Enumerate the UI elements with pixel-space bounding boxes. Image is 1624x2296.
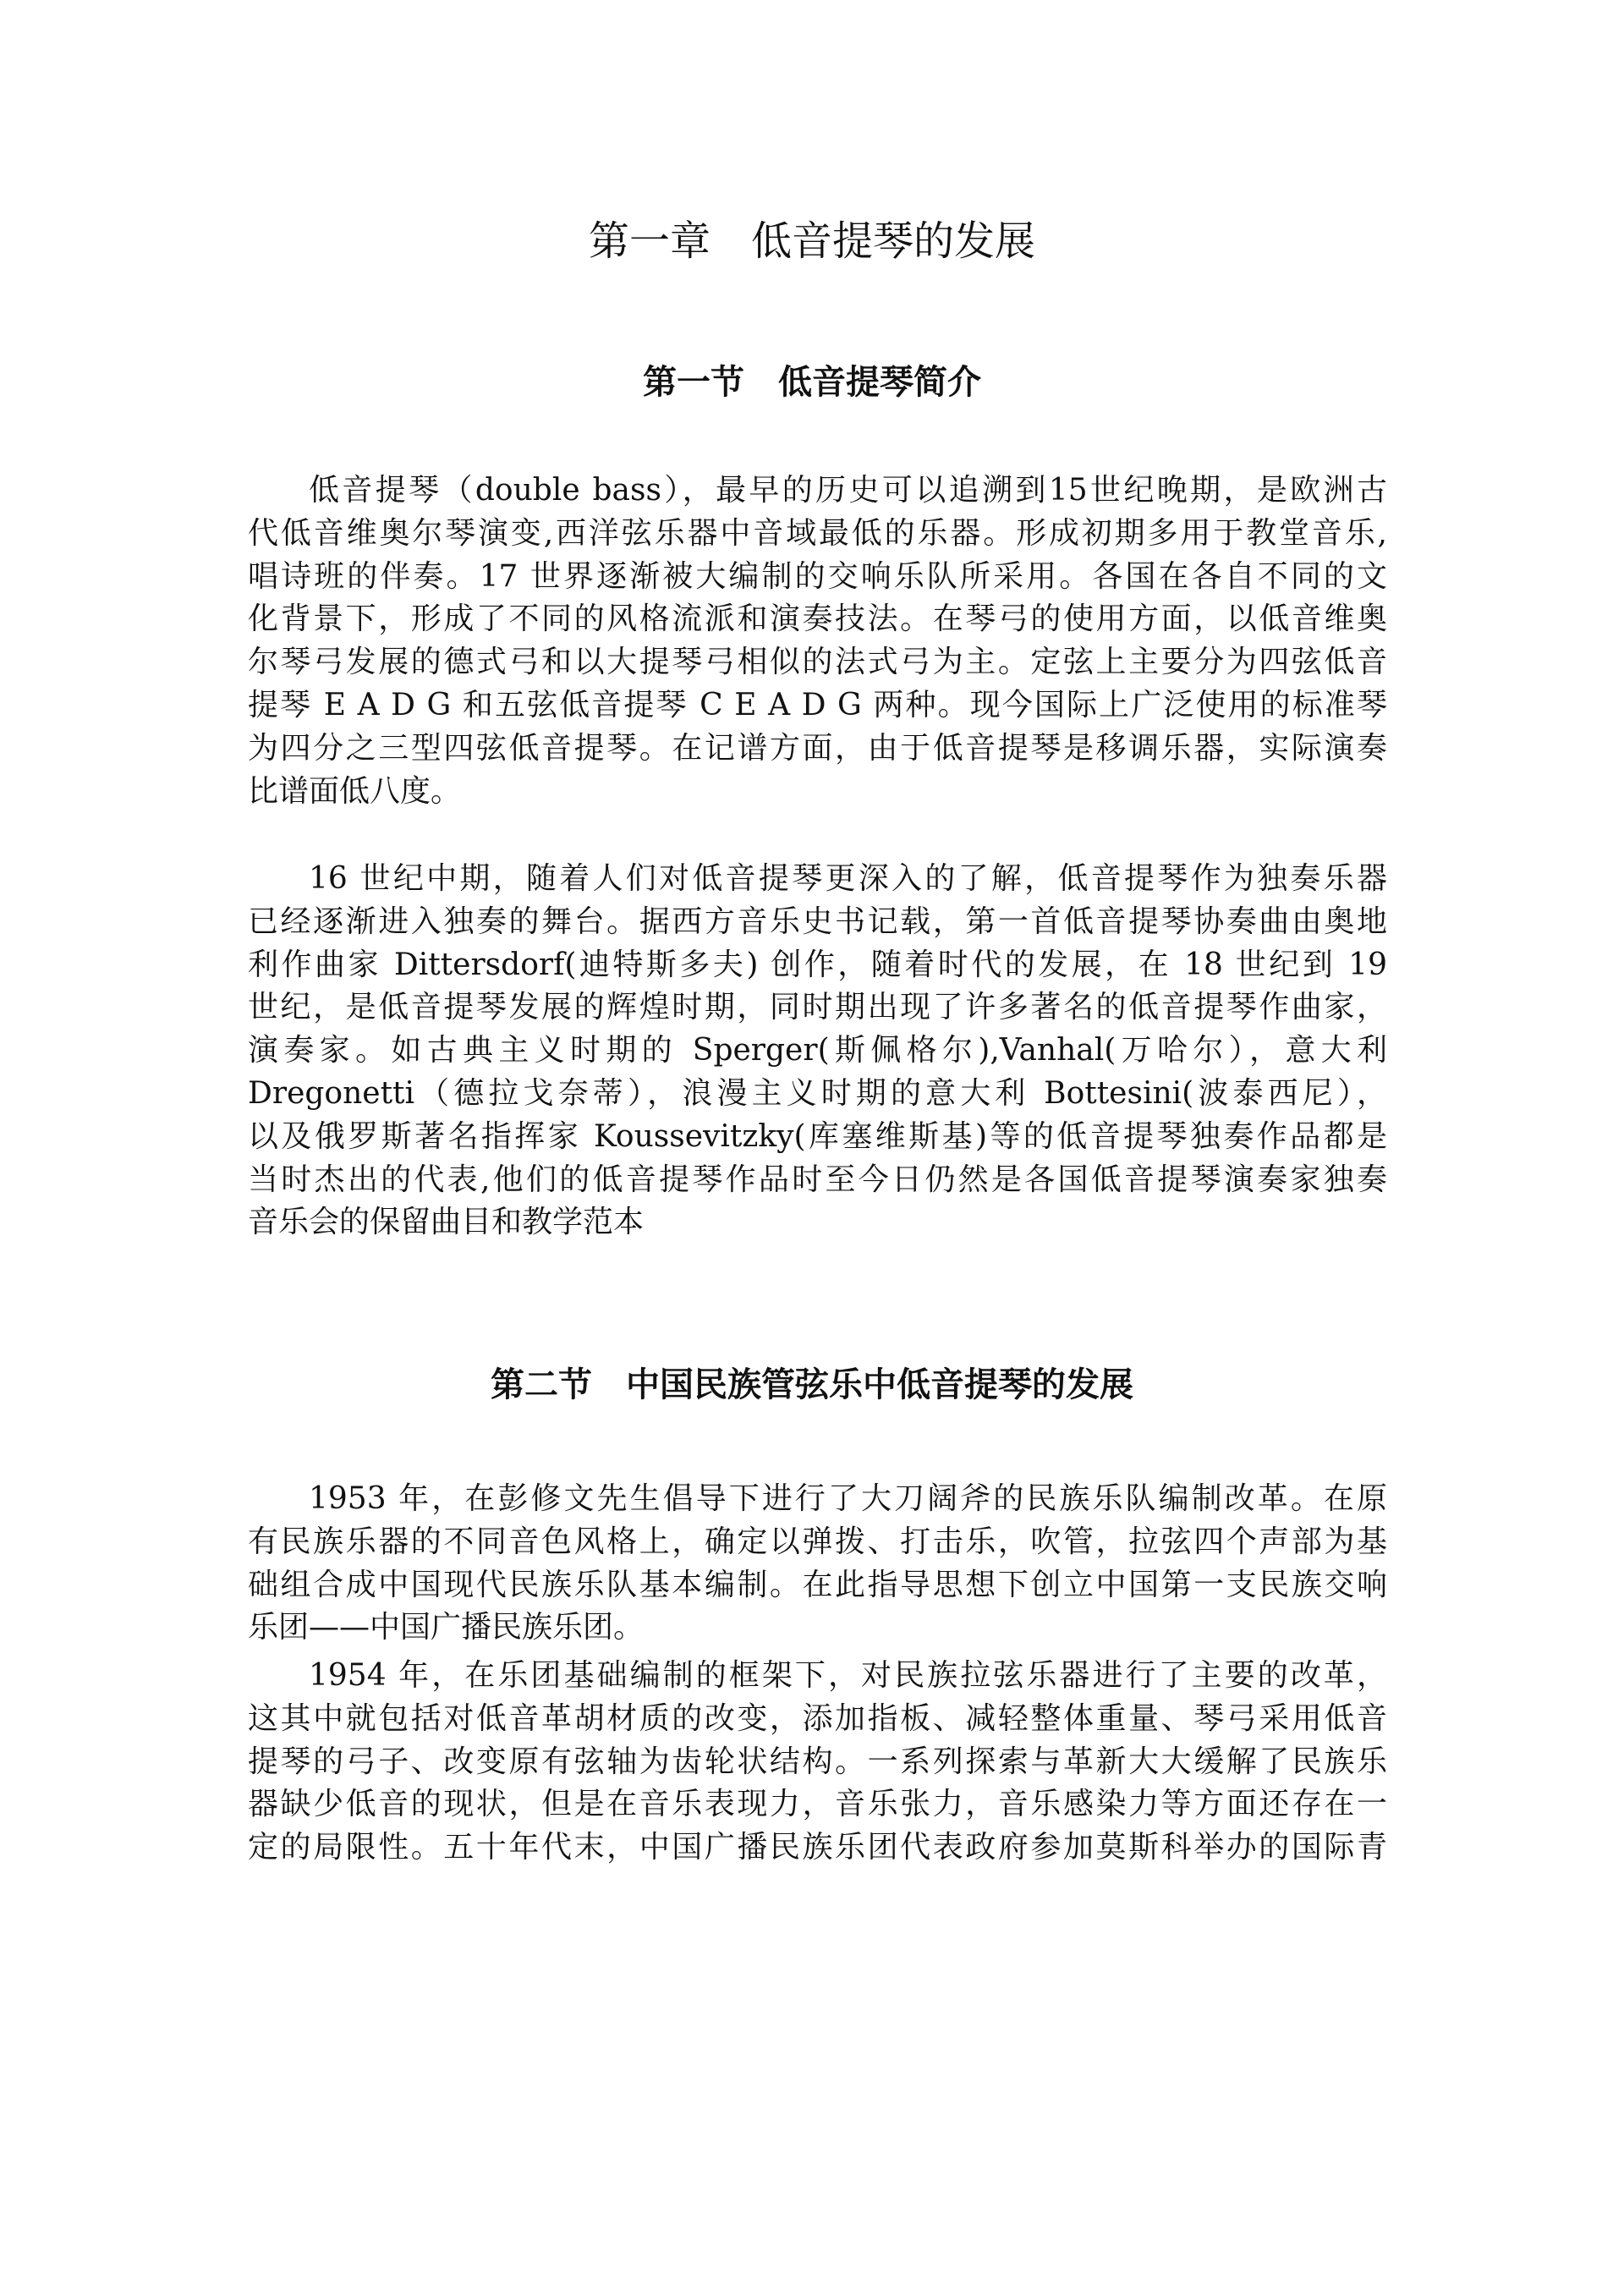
text-line: 础组合成中国现代民族乐队基本编制。在此指导思想下创立中国第一支民族交响 [248,1567,1387,1602]
text-line: 1953 年，在彭修文先生倡导下进行了大刀阔斧的民族乐队编制改革。在原 [309,1481,1387,1516]
section-heading-2: 第二节 中国民族管弦乐中低音提琴的发展 [491,1365,1133,1404]
text-line: 器缺少低音的现状，但是在音乐表现力，音乐张力，音乐感染力等方面还存在一 [248,1787,1387,1822]
text-line: 乐团——中国广播民族乐团。 [248,1610,645,1645]
text-line: 这其中就包括对低音革胡材质的改变，添加指板、减轻整体重量、琴弓采用低音 [248,1700,1387,1736]
text-line: 当时杰出的代表,他们的低音提琴作品时至今日仍然是各国低音提琴演奏家独奏 [248,1162,1387,1197]
text-line: Dregonetti（德拉戈奈蒂），浪漫主义时期的意大利 Bottesini(波泰西尼）， [248,1075,1387,1111]
paragraph [248,1655,1387,1870]
paragraph [248,1478,1387,1650]
text-line: 唱诗班的伴奏。17 世界逐渐被大编制的交响乐队所采用。各国在各自不同的文 [248,558,1387,594]
chapter-title: 第一章 低音提琴的发展 [588,217,1035,265]
text-line: 演奏家。如古典主义时期的 Sperger(斯佩格尔),Vanhal(万哈尔），意大利 [248,1033,1387,1068]
text-line: 代低音维奥尔琴演变,西洋弦乐器中音域最低的乐器。形成初期多用于教堂音乐, [248,515,1387,551]
text-line: 尔琴弓发展的德式弓和以大提琴弓相似的法式弓为主。定弦上主要分为四弦低音 [248,645,1387,680]
section-heading-1: 第一节 低音提琴简介 [643,363,981,402]
text-line: 1954 年，在乐团基础编制的框架下，对民族拉弦乐器进行了主要的改革， [309,1658,1387,1693]
paragraph [248,858,1387,1244]
text-line: 为四分之三型四弦低音提琴。在记谱方面，由于低音提琴是移调乐器，实际演奏 [248,730,1387,766]
text-line: 化背景下，形成了不同的风格流派和演奏技法。在琴弓的使用方面，以低音维奥 [248,601,1387,637]
text-line: 音乐会的保留曲目和教学范本 [248,1205,645,1240]
text-line: 提琴的弓子、改变原有弦轴为齿轮状结构。一系列探索与革新大大缓解了民族乐 [248,1744,1387,1779]
text-line: 利作曲家 Dittersdorf(迪特斯多夫) 创作，随着时代的发展，在 18 世纪到 19 [248,947,1387,982]
paragraph [248,470,1387,813]
text-line: 16 世纪中期，随着人们对低音提琴更深入的了解，低音提琴作为独奏乐器 [309,861,1387,896]
text-line: 定的局限性。五十年代末，中国广播民族乐团代表政府参加莫斯科举办的国际青 [248,1830,1387,1865]
text-line: 有民族乐器的不同音色风格上，确定以弹拨、打击乐，吹管，拉弦四个声部为基 [248,1524,1387,1559]
text-line: 低音提琴（double bass），最早的历史可以追溯到15世纪晚期，是欧洲古 [309,473,1387,508]
text-line: 已经逐渐进入独奏的舞台。据西方音乐史书记载，第一首低音提琴协奏曲由奥地 [248,904,1387,939]
text-line: 提琴 E A D G 和五弦低音提琴 C E A D G 两种。现今国际上广泛使用的标准琴 [248,687,1387,722]
text-line: 比谱面低八度。 [248,773,462,809]
text-line: 世纪，是低音提琴发展的辉煌时期，同时期出现了许多著名的低音提琴作曲家， [248,990,1387,1025]
text-line: 以及俄罗斯著名指挥家 Koussevitzky(库塞维斯基)等的低音提琴独奏作品都是 [248,1118,1387,1154]
